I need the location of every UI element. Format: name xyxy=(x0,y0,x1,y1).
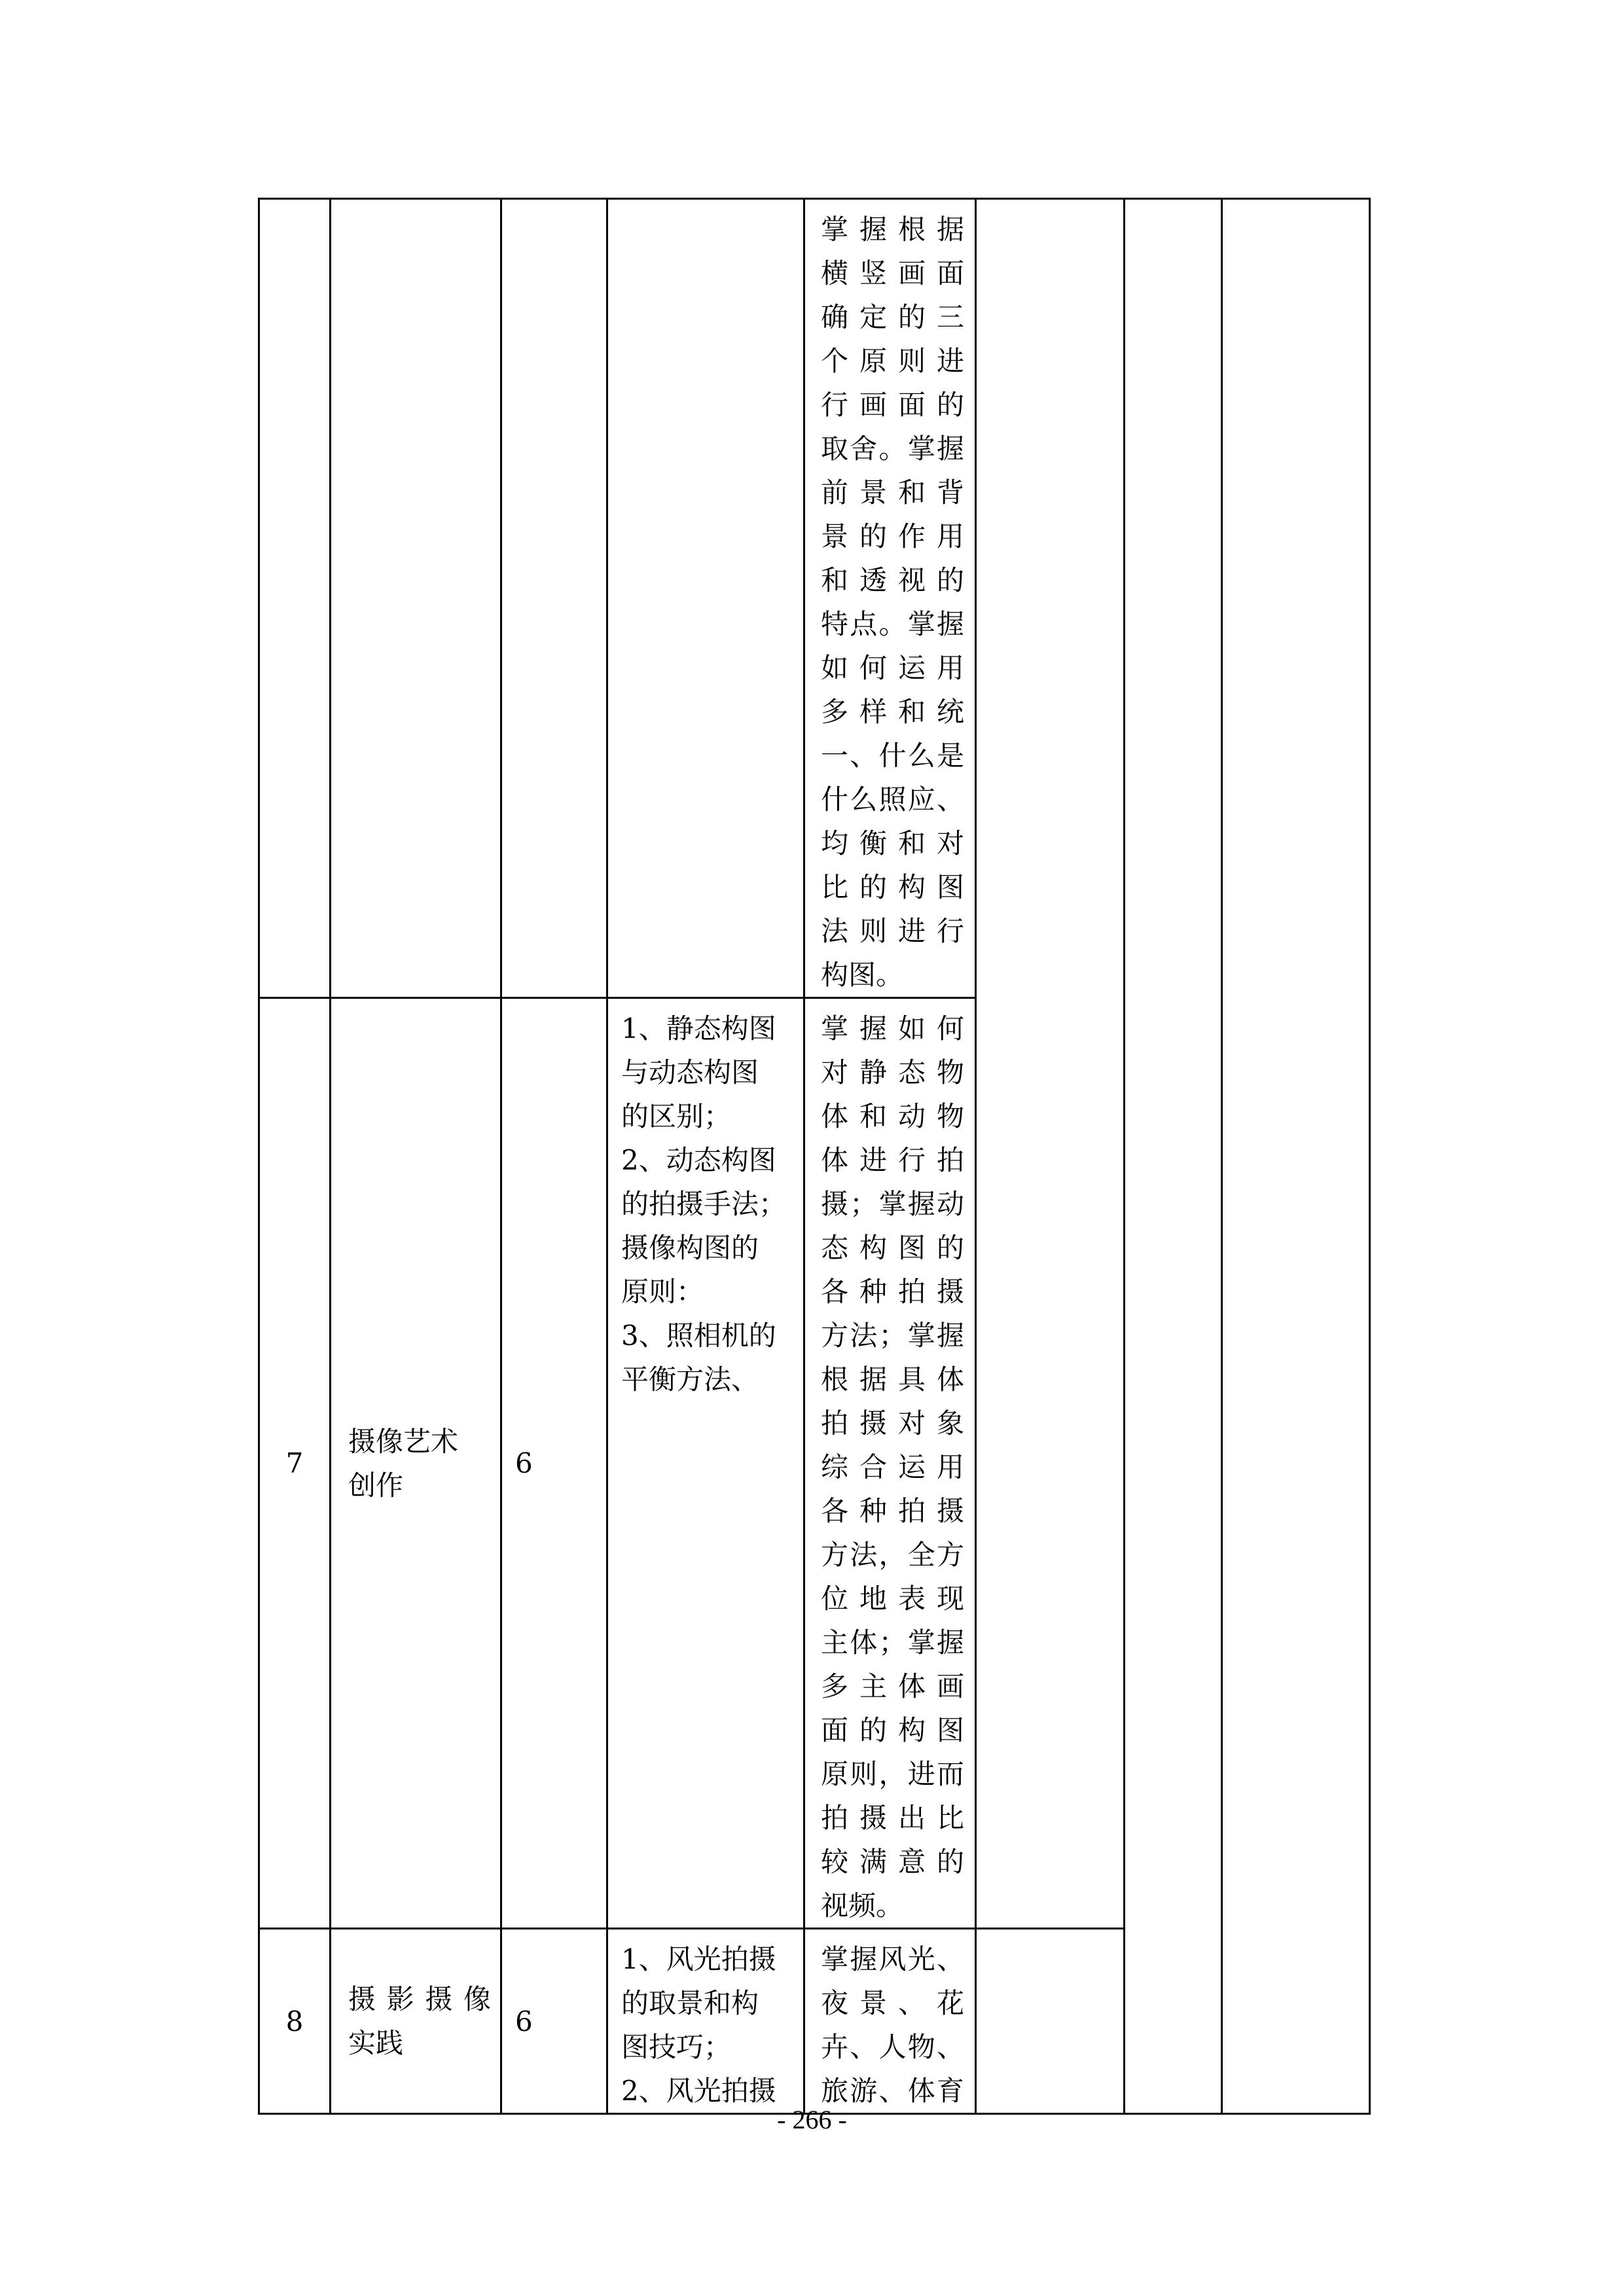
row-number-cell xyxy=(259,1929,331,2114)
content-line: 2、动态构图 xyxy=(621,1144,776,1176)
requirements-line: 掌 握 根 据 xyxy=(821,213,964,245)
requirements-line: 各 种 拍 摄 xyxy=(821,1276,964,1308)
requirements-line: 位 地 表 现 xyxy=(821,1583,964,1615)
content-line: 2、风光拍摄 xyxy=(621,2075,776,2107)
requirements-line: 综 合 运 用 xyxy=(821,1451,964,1483)
content-line: 原则： xyxy=(621,1276,704,1308)
course-table xyxy=(258,198,1371,2115)
content-cell xyxy=(607,998,804,1929)
requirements-line: 原则，进而 xyxy=(821,1758,964,1790)
requirements-line: 拍 摄 出 比 xyxy=(821,1802,964,1834)
table-row xyxy=(259,199,1370,998)
topic-cell xyxy=(331,998,501,1929)
requirements-line: 多 主 体 画 xyxy=(821,1670,964,1702)
requirements-line: 多 样 和 统 xyxy=(821,696,964,728)
content-line: 3、照相机的 xyxy=(621,1319,776,1352)
hours-value: 6 xyxy=(515,1447,533,1479)
topic-cell xyxy=(331,199,501,998)
requirements-line: 行 画 面 的 xyxy=(821,389,964,421)
requirements-line: 横 竖 画 面 xyxy=(821,257,964,289)
row-number-cell xyxy=(259,199,331,998)
requirements-cell xyxy=(804,998,976,1929)
requirements-line: 比 的 构 图 xyxy=(821,871,964,903)
content-cell xyxy=(607,1929,804,2114)
content-line: 1、风光拍摄 xyxy=(621,1943,776,1975)
requirements-line: 景 的 作 用 xyxy=(821,520,964,552)
topic-line: 摄像艺术 xyxy=(348,1425,459,1458)
hours-cell xyxy=(501,1929,607,2114)
requirements-line: 取舍。掌握 xyxy=(821,433,964,465)
requirements-line: 如 何 运 用 xyxy=(821,652,964,684)
requirements-line: 构图。 xyxy=(821,959,904,991)
empty-cell xyxy=(976,199,1125,1929)
row-number-cell xyxy=(259,998,331,1929)
empty-cell xyxy=(976,1929,1125,2114)
requirements-line: 掌 握 如 何 xyxy=(821,1013,964,1045)
requirements-line: 视频。 xyxy=(821,1890,904,1922)
content-line: 的拍摄手法； xyxy=(621,1188,787,1220)
requirements-line: 特点。掌握 xyxy=(821,608,964,640)
requirements-line: 和 透 视 的 xyxy=(821,564,964,596)
topic-line: 摄 影 摄 像 xyxy=(348,1983,491,2015)
content-line: 摄像构图的 xyxy=(621,1232,759,1264)
requirements-line: 一、什么是 xyxy=(821,740,964,772)
content-line: 图技巧； xyxy=(621,2031,732,2063)
requirements-line: 态 构 图 的 xyxy=(821,1232,964,1264)
requirements-line: 方法；掌握 xyxy=(821,1319,964,1352)
requirements-line: 摄；掌握动 xyxy=(821,1188,964,1220)
row-number: 7 xyxy=(285,1447,304,1479)
empty-cell xyxy=(1222,199,1370,2114)
requirements-line: 面 的 构 图 xyxy=(821,1714,964,1746)
requirements-line: 前 景 和 背 xyxy=(821,476,964,509)
requirements-line: 体 进 行 拍 xyxy=(821,1144,964,1176)
hours-cell xyxy=(501,199,607,998)
content-line: 1、静态构图 xyxy=(621,1013,776,1045)
requirements-line: 对 静 态 物 xyxy=(821,1056,964,1088)
requirements-line: 各 种 拍 摄 xyxy=(821,1495,964,1527)
content-line: 的取景和构 xyxy=(621,1987,759,2019)
requirements-line: 方法，全方 xyxy=(821,1539,964,1571)
requirements-line: 较 满 意 的 xyxy=(821,1846,964,1878)
requirements-line: 确 定 的 三 xyxy=(821,301,964,333)
content-line: 平衡方法、 xyxy=(621,1363,759,1395)
requirements-line: 均 衡 和 对 xyxy=(821,827,964,859)
requirements-line: 主体；掌握 xyxy=(821,1626,964,1659)
requirements-line: 夜 景 、 花 xyxy=(821,1987,964,2019)
topic-line: 创作 xyxy=(348,1469,404,1501)
requirements-line: 法 则 进 行 xyxy=(821,915,964,947)
content-line: 与动态构图 xyxy=(621,1056,759,1088)
requirements-line: 卉、人物、 xyxy=(821,2031,964,2063)
requirements-line: 个 原 则 进 xyxy=(821,345,964,377)
requirements-line: 什么照应、 xyxy=(821,783,964,816)
requirements-line: 旅游、体育 xyxy=(821,2075,964,2107)
content-line: 的区别； xyxy=(621,1100,732,1132)
requirements-line: 掌握风光、 xyxy=(821,1943,964,1975)
row-number: 8 xyxy=(285,2005,304,2037)
hours-cell xyxy=(501,998,607,1929)
requirements-line: 根 据 具 体 xyxy=(821,1363,964,1395)
page-number: - 266 - xyxy=(777,2105,847,2134)
requirements-cell xyxy=(804,1929,976,2114)
requirements-line: 体 和 动 物 xyxy=(821,1100,964,1132)
hours-value: 6 xyxy=(515,2005,533,2037)
content-cell xyxy=(607,199,804,998)
requirements-cell xyxy=(804,199,976,998)
topic-line: 实践 xyxy=(348,2027,404,2059)
empty-cell xyxy=(1125,199,1222,2114)
requirements-line: 拍 摄 对 象 xyxy=(821,1407,964,1439)
topic-cell xyxy=(331,1929,501,2114)
